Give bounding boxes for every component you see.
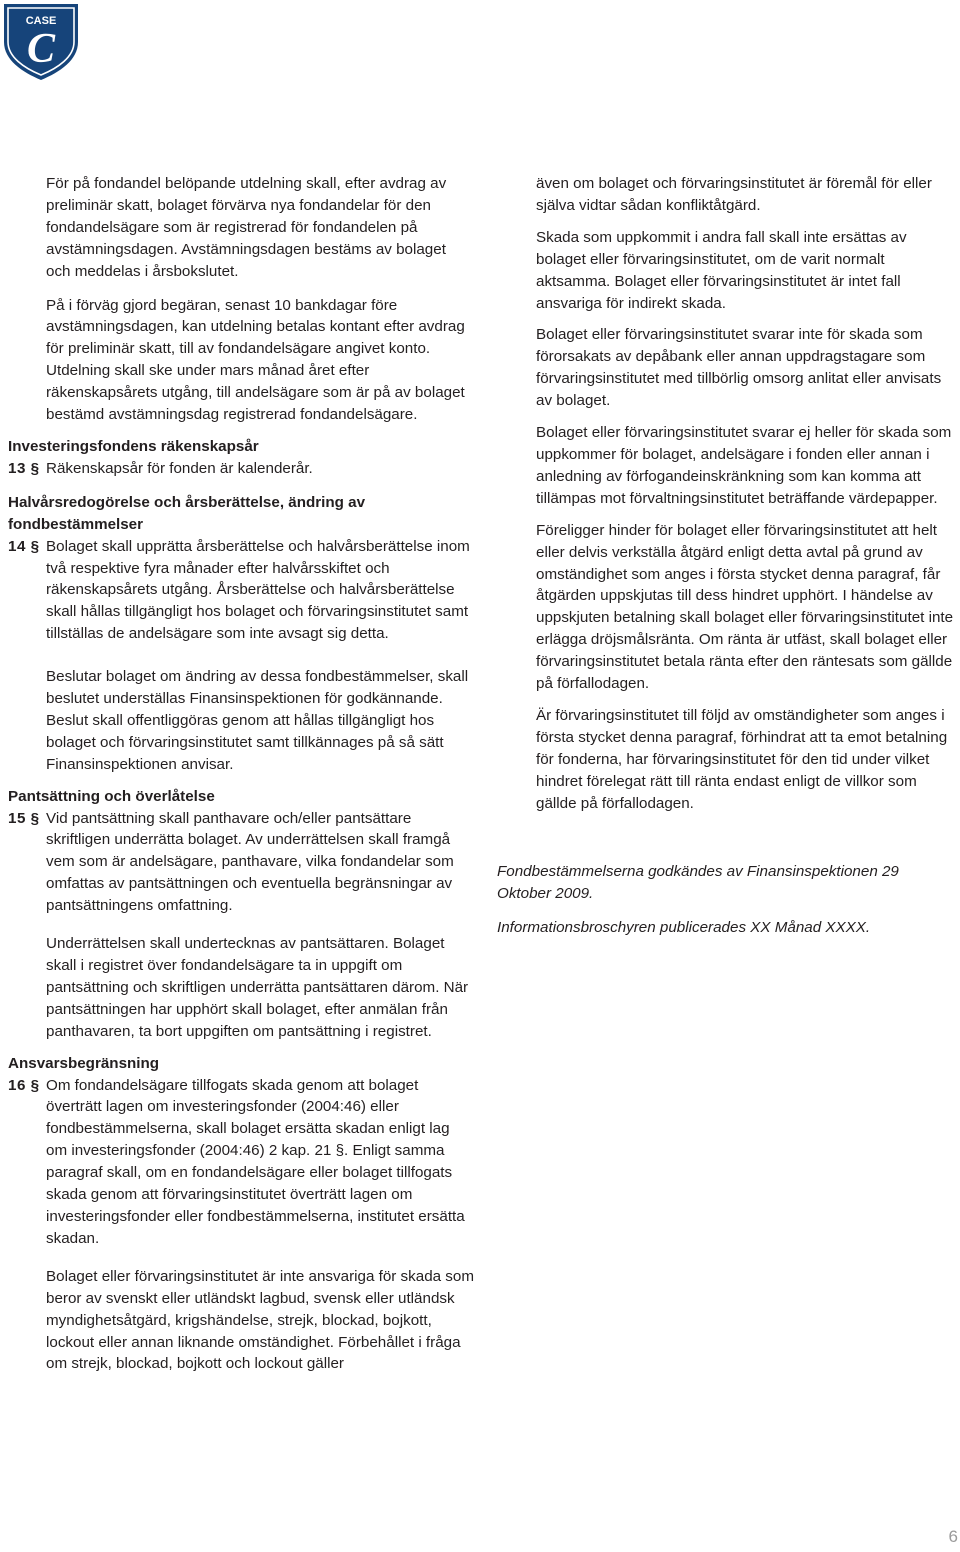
heading-liability: Ansvarsbegränsning	[8, 1054, 160, 1072]
section-14	[8, 536, 474, 646]
section-number: 13 §	[8, 459, 40, 477]
case-logo	[0, 0, 82, 82]
paragraph-amendment: Beslutar bolaget om ändring av dessa fondbestämmelser, skall beslutet underställas Finansinspektionen för godkännande. Beslut skall offentliggöras genom att hållas tillgängligt hos bolaget och förvaringsinstitutet samt tillkännages på så sätt Finansinspektionen anvisar.	[46, 668, 469, 773]
logo-letter: C	[26, 26, 56, 72]
paragraph-dividend-reinvest: För på fondandel belöpande utdelning skall, efter avdrag av preliminär skatt, bolaget förvärva nya fondandelar för den fondandelsägare som är registrerad för fondandelen på avstämningsdagen. Avstämningsdagen bestäms av bolaget och meddelas i årsbokslutet.	[46, 175, 447, 280]
paragraph-dividend-cash: På i förväg gjord begäran, senast 10 bankdagar före avstämningsdagen, kan utdelning betalas kontant efter avdrag för preliminär skatt, till av fondandelsägare angivet konto. Utdelning skall ske under mars månad året efter räkenskapsårets utgång, till andelsägare som är på av bolaget bestämd avstämningsdag registrerad fondandelsägare.	[46, 296, 465, 424]
section-text: Räkenskapsår för fonden är kalenderår.	[46, 459, 313, 477]
section-number: 14 §	[8, 537, 40, 555]
section-15	[8, 808, 474, 918]
approval-notes	[497, 861, 937, 939]
paragraph-pledge-notice: Underrättelsen skall undertecknas av pantsättaren. Bolaget skall i registret över fondandelsägare ta in uppgift om pantsättning och skriftligen underrätta pantsättaren därom. När pantsättningen har upphört skall bolaget, efter anmälan från panthavaren, ta bort uppgiften om pantsättning i registret.	[46, 935, 469, 1040]
section-text: Bolaget skall upprätta årsberättelse och halvårsberättelse inom två respektive fyra månader efter halvårsskiftet och räkenskapsårets utgång. Årsberättelse och halvårsberättelse skall hållas tillgängligt hos bolaget och förvaringsinstitutet samt tillställas de andelsägare som inte avsagt sig detta.	[46, 537, 470, 643]
approval-note: Fondbestämmelserna godkändes av Finansinspektionen 29 Oktober 2009.	[497, 863, 899, 902]
logo-wordmark: CASE	[25, 15, 57, 27]
paragraph-conflict-action: även om bolaget och förvaringsinstitutet är föremål för eller själva vidtar sådan konfliktåtgärd.	[536, 175, 932, 214]
section-number: 15 §	[8, 809, 40, 827]
section-13	[8, 458, 474, 480]
section-16	[8, 1075, 474, 1250]
heading-fiscal-year: Investeringsfondens räkenskapsår	[8, 437, 259, 455]
section-text: Vid pantsättning skall panthavare och/eller pantsättare skriftligen underrätta bolaget. Av underrättelsen skall framgå vem som är andelsägare, panthavare, vilka fondandelar som omfattas av pantsättningen och eventuella begränsningar av pantsättningens omfattning.	[46, 809, 454, 915]
section-text: Om fondandelsägare tillfogats skada genom att bolaget överträtt lagen om investeringsfonder (2004:46) eller fondbestämmelserna, skall bolaget ersätta skadan enligt lag om investeringsfonder (2004:46) 2 kap. 21 §. Enligt samma paragraf skall, om en fondandelsägare eller bolaget tillfogats skada genom att förvaringsinstitutet överträtt lagen om investeringsfonder eller fondbestämmelserna, institutet ersätta skadan.	[46, 1076, 465, 1247]
heading-reports: Halvårsredogörelse och årsberättelse, ändring av fondbestämmelser	[8, 493, 366, 533]
paragraph-restriction: Bolaget eller förvaringsinstitutet svarar ej heller för skada som uppkommer för bolaget, andelsägare i fonden eller annan i anledning av förfogandeinskränkning som kan komma att tillämpas mot förvaltningsinstitutet beträffande värdepapper.	[536, 424, 952, 507]
section-number: 16 §	[8, 1076, 40, 1094]
right-column	[536, 173, 960, 814]
paragraph-other-damage: Skada som uppkommit i andra fall skall inte ersättas av bolaget eller förvaringsinstitutet, om de varit normalt aktsamma. Bolaget eller förvaringsinstitutet är intet fall ansvariga för indirekt skada.	[536, 228, 907, 312]
paragraph-depositary-bank: Bolaget eller förvaringsinstitutet svarar inte för skada som förorsakats av depåbank eller annan uppdragstagare som förvaringsinstitutet med tillbörlig omsorg anlitat eller anvisats av bolaget.	[536, 326, 942, 410]
paragraph-force-majeure: Bolaget eller förvaringsinstitutet är inte ansvariga för skada som beror av svenskt eller utländskt lagbud, svensk eller utländsk myndighetsåtgärd, krigshändelse, strejk, blockad, bojkott, lockout eller annan liknande omständighet. Förbehållet i fråga om strejk, blockad, bojkott och lockout gäller	[46, 1267, 474, 1373]
page-number: 6	[948, 1527, 958, 1546]
heading-pledge: Pantsättning och överlåtelse	[8, 787, 215, 805]
paragraph-interest: Är förvaringsinstitutet till följd av omständigheter som anges i första stycket denna paragraf, förhindrat att ta emot betalning för fonderna, har förvaringsinstitutet för den tid under vilket hindret förelegat rätt till ränta endast enligt de villkor som gällde på förfallodagen.	[536, 706, 948, 812]
paragraph-obstacle: Föreligger hinder för bolaget eller förvaringsinstitutet att helt eller delvis verkställa åtgärd enligt detta avtal på grund av omständighet som anges i första stycket denna paragraf, får åtgärden uppskjutas till dess hindret upphört. I händelse av uppskjuten betalning skall bolaget eller förvaringsinstitutet inte erlägga dröjsmålsränta. Om ränta är utfäst, skall bolaget eller förvaringsinstitutet betala ränta efter den räntesats som gällde på förfallodagen.	[536, 521, 954, 693]
left-column	[8, 173, 474, 1375]
publication-note: Informationsbroschyren publicerades XX Månad XXXX.	[497, 918, 871, 936]
